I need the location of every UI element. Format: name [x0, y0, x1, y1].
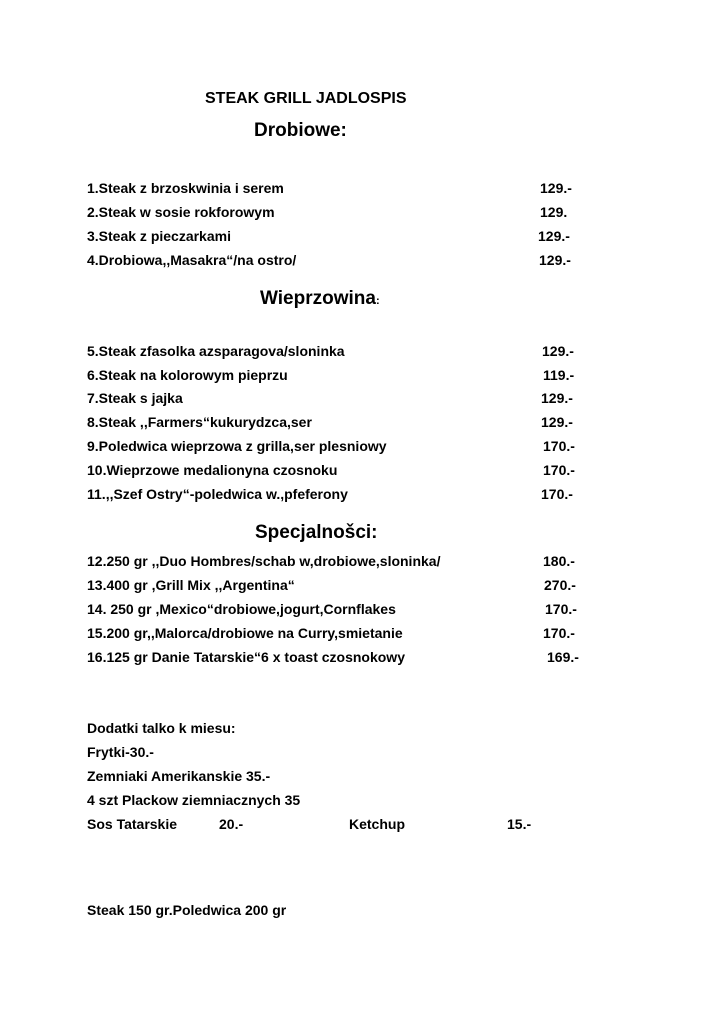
extras-line: 4 szt Plackow ziemniacznych 35: [87, 792, 301, 808]
menu-item-price: 270.-: [544, 577, 576, 593]
menu-item: 7.Steak s jajka: [87, 390, 183, 406]
extras-line: Frytki-30.-: [87, 744, 154, 760]
menu-item: 2.Steak w sosie rokforowym: [87, 204, 275, 220]
menu-item-price: 170.-: [545, 601, 577, 617]
menu-item: 12.250 gr ,,Duo Hombres/schab w,drobiowe,sloninka/: [87, 553, 441, 569]
menu-item: 4.Drobiowa,,Masakra“/na ostro/: [87, 252, 297, 268]
menu-item: 10.Wieprzowe medalionyna czosnoku: [87, 462, 338, 478]
menu-item-price: 169.-: [547, 649, 579, 665]
footer-note: Steak 150 gr.Poledwica 200 gr: [87, 902, 287, 918]
menu-item: 9.Poledwica wieprzowa z grilla,ser plesniowy: [87, 438, 387, 454]
section-heading-colon: :: [375, 295, 380, 307]
menu-item-price: 129.-: [538, 228, 570, 244]
menu-item-price: 129.: [540, 204, 568, 220]
menu-item: 14. 250 gr ,Mexico“drobiowe,jogurt,Cornflakes: [87, 601, 396, 617]
sauce-price: 20.-: [219, 816, 244, 832]
menu-item: 6.Steak na kolorowym pieprzu: [87, 367, 288, 383]
menu-item: 5.Steak zfasolka azsparagova/sloninka: [87, 343, 345, 359]
ketchup-name: Ketchup: [349, 816, 405, 832]
menu-item-price: 180.-: [543, 553, 575, 569]
menu-item: 11.,,Szef Ostry“-poledwica w.,pfeferony: [87, 486, 348, 502]
section-heading-text: Wieprzowina: [260, 288, 376, 309]
menu-item-price: 170.-: [543, 625, 575, 641]
menu-title: STEAK GRILL JADLOSPIS: [205, 90, 407, 107]
menu-item-price: 170.-: [543, 438, 575, 454]
menu-item: 3.Steak z pieczarkami: [87, 228, 231, 244]
menu-item-price: 129.-: [540, 180, 572, 196]
section-heading-wieprzowina: [260, 288, 380, 310]
sauce-name: Sos Tatarskie: [87, 816, 178, 832]
menu-item: 16.125 gr Danie Tatarskie“6 x toast czosnokowy: [87, 649, 405, 665]
menu-item: 15.200 gr,,Malorca/drobiowe na Curry,smietanie: [87, 625, 403, 641]
extras-line: Zemniaki Amerikanskie 35.-: [87, 768, 271, 784]
menu-item: 13.400 gr ,Grill Mix ,,Argentina“: [87, 577, 295, 593]
section-heading-drobiowe: Drobiowe:: [254, 120, 347, 141]
menu-item-price: 129.-: [541, 390, 573, 406]
ketchup-price: 15.-: [507, 816, 532, 832]
menu-item-price: 129.-: [542, 343, 574, 359]
menu-item-price: 129.-: [541, 414, 573, 430]
menu-item: 8.Steak ,,Farmers“kukurydzca,ser: [87, 414, 312, 430]
menu-item-price: 170.-: [543, 462, 575, 478]
menu-item-price: 129.-: [539, 252, 571, 268]
menu-item-price: 119.-: [543, 367, 575, 383]
menu-item: 1.Steak z brzoskwinia i serem: [87, 180, 284, 196]
section-heading-specjalnosci: Specjalnošci:: [255, 522, 378, 543]
menu-item-price: 170.-: [541, 486, 573, 502]
extras-heading: Dodatki talko k miesu:: [87, 720, 236, 736]
